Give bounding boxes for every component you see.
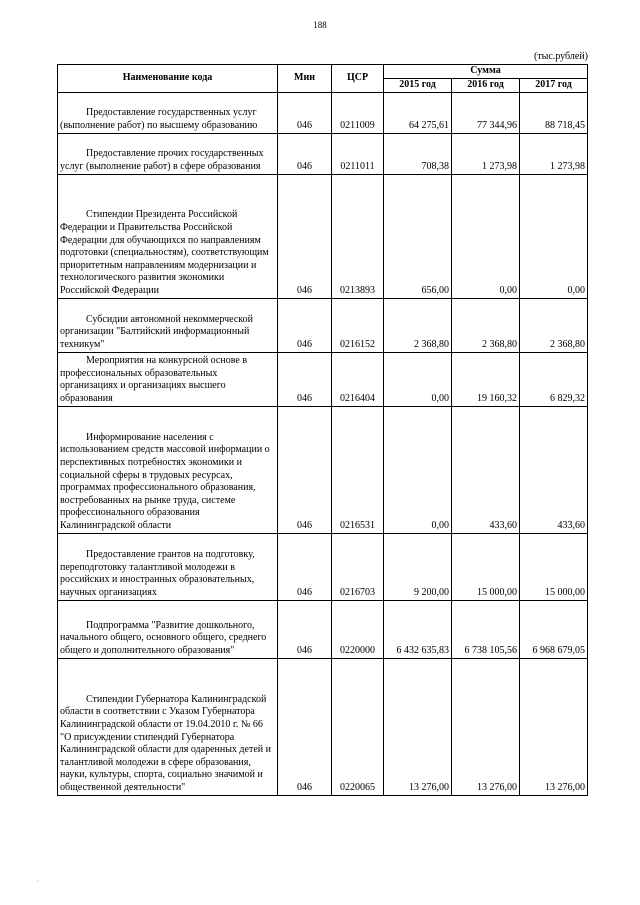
row-csr: 0216703 bbox=[332, 533, 384, 600]
row-min: 046 bbox=[278, 133, 332, 174]
row-value-2016: 77 344,96 bbox=[452, 92, 520, 133]
row-value-2016: 0,00 bbox=[452, 174, 520, 298]
row-min: 046 bbox=[278, 174, 332, 298]
row-min: 046 bbox=[278, 533, 332, 600]
table-row bbox=[58, 133, 588, 174]
table-row bbox=[58, 92, 588, 133]
row-min: 046 bbox=[278, 352, 332, 406]
row-csr: 0211011 bbox=[332, 133, 384, 174]
row-value-2015: 64 275,61 bbox=[384, 92, 452, 133]
row-value-2017: 2 368,80 bbox=[520, 298, 588, 352]
row-value-2017: 1 273,98 bbox=[520, 133, 588, 174]
budget-table bbox=[57, 64, 588, 796]
table-row bbox=[58, 658, 588, 795]
header-name: Наименование кода bbox=[58, 65, 278, 93]
row-name: Стипендии Губернатора Калининградской области в соответствии с Указом Губернатора Калининградской области от 19.04.2010 г. № 66 "О присуждении стипендий Губернатора Калининградской области для одаренных детей и талантливой молодежи в сфере образования, науки, культуры, спорта, социально значимой и общественной деятельности" bbox=[58, 658, 278, 795]
row-value-2016: 13 276,00 bbox=[452, 658, 520, 795]
header-min: Мин bbox=[278, 65, 332, 93]
page-number: 188 bbox=[313, 20, 327, 30]
row-min: 046 bbox=[278, 92, 332, 133]
row-value-2015: 0,00 bbox=[384, 352, 452, 406]
row-min: 046 bbox=[278, 658, 332, 795]
row-value-2017: 15 000,00 bbox=[520, 533, 588, 600]
units-label: (тыс.рублей) bbox=[533, 51, 588, 62]
scan-mark: · bbox=[37, 879, 39, 885]
row-value-2016: 15 000,00 bbox=[452, 533, 520, 600]
row-value-2016: 433,60 bbox=[452, 406, 520, 533]
row-name: Предоставление прочих государственных услуг (выполнение работ) в сфере образования bbox=[58, 133, 278, 174]
row-name: Предоставление грантов на подготовку, переподготовку талантливой молодежи в российских и иностранных образовательных, научных организациях bbox=[58, 533, 278, 600]
row-csr: 0211009 bbox=[332, 92, 384, 133]
row-value-2015: 2 368,80 bbox=[384, 298, 452, 352]
row-csr: 0220000 bbox=[332, 600, 384, 658]
row-name: Подпрограмма "Развитие дошкольного, начального общего, основного общего, среднего общего и дополнительного образования" bbox=[58, 600, 278, 658]
row-csr: 0213893 bbox=[332, 174, 384, 298]
row-csr: 0220065 bbox=[332, 658, 384, 795]
row-value-2017: 13 276,00 bbox=[520, 658, 588, 795]
header-sum: Сумма bbox=[384, 65, 588, 79]
row-name: Стипендии Президента Российской Федерации и Правительства Российской Федерации для обучающихся по направлениям подготовки (специальностям), соответствующим приоритетным направлениям модернизации и технологического развития экономики Российской Федерации bbox=[58, 174, 278, 298]
row-value-2016: 6 738 105,56 bbox=[452, 600, 520, 658]
row-csr: 0216531 bbox=[332, 406, 384, 533]
row-name: Мероприятия на конкурсной основе в профессиональных образовательных организациях и организациях высшего образования bbox=[58, 352, 278, 406]
header-2016: 2016 год bbox=[452, 78, 520, 92]
row-name: Субсидии автономной некоммерческой организации "Балтийский информационный техникум" bbox=[58, 298, 278, 352]
row-min: 046 bbox=[278, 298, 332, 352]
row-value-2017: 88 718,45 bbox=[520, 92, 588, 133]
row-value-2016: 2 368,80 bbox=[452, 298, 520, 352]
row-value-2015: 656,00 bbox=[384, 174, 452, 298]
table-row bbox=[58, 533, 588, 600]
table-row bbox=[58, 600, 588, 658]
row-value-2015: 9 200,00 bbox=[384, 533, 452, 600]
row-value-2015: 6 432 635,83 bbox=[384, 600, 452, 658]
row-value-2016: 19 160,32 bbox=[452, 352, 520, 406]
row-min: 046 bbox=[278, 600, 332, 658]
row-value-2015: 708,38 bbox=[384, 133, 452, 174]
row-csr: 0216152 bbox=[332, 298, 384, 352]
table-row bbox=[58, 406, 588, 533]
row-name: Информирование населения с использованием средств массовой информации о перспективных потребностях экономики и социальной сферы в трудовых ресурсах, программах профессионального образования, востребованных на рынке труда, системе профессионального образования Калининградской области bbox=[58, 406, 278, 533]
table-row bbox=[58, 174, 588, 298]
row-value-2016: 1 273,98 bbox=[452, 133, 520, 174]
row-name: Предоставление государственных услуг (выполнение работ) по высшему образованию bbox=[58, 92, 278, 133]
row-value-2017: 433,60 bbox=[520, 406, 588, 533]
row-value-2017: 0,00 bbox=[520, 174, 588, 298]
header-2017: 2017 год bbox=[520, 78, 588, 92]
row-value-2017: 6 968 679,05 bbox=[520, 600, 588, 658]
table-row bbox=[58, 352, 588, 406]
table-row bbox=[58, 298, 588, 352]
header-csr: ЦСР bbox=[332, 65, 384, 93]
row-min: 046 bbox=[278, 406, 332, 533]
row-value-2015: 13 276,00 bbox=[384, 658, 452, 795]
row-value-2015: 0,00 bbox=[384, 406, 452, 533]
row-value-2017: 6 829,32 bbox=[520, 352, 588, 406]
row-csr: 0216404 bbox=[332, 352, 384, 406]
header-2015: 2015 год bbox=[384, 78, 452, 92]
